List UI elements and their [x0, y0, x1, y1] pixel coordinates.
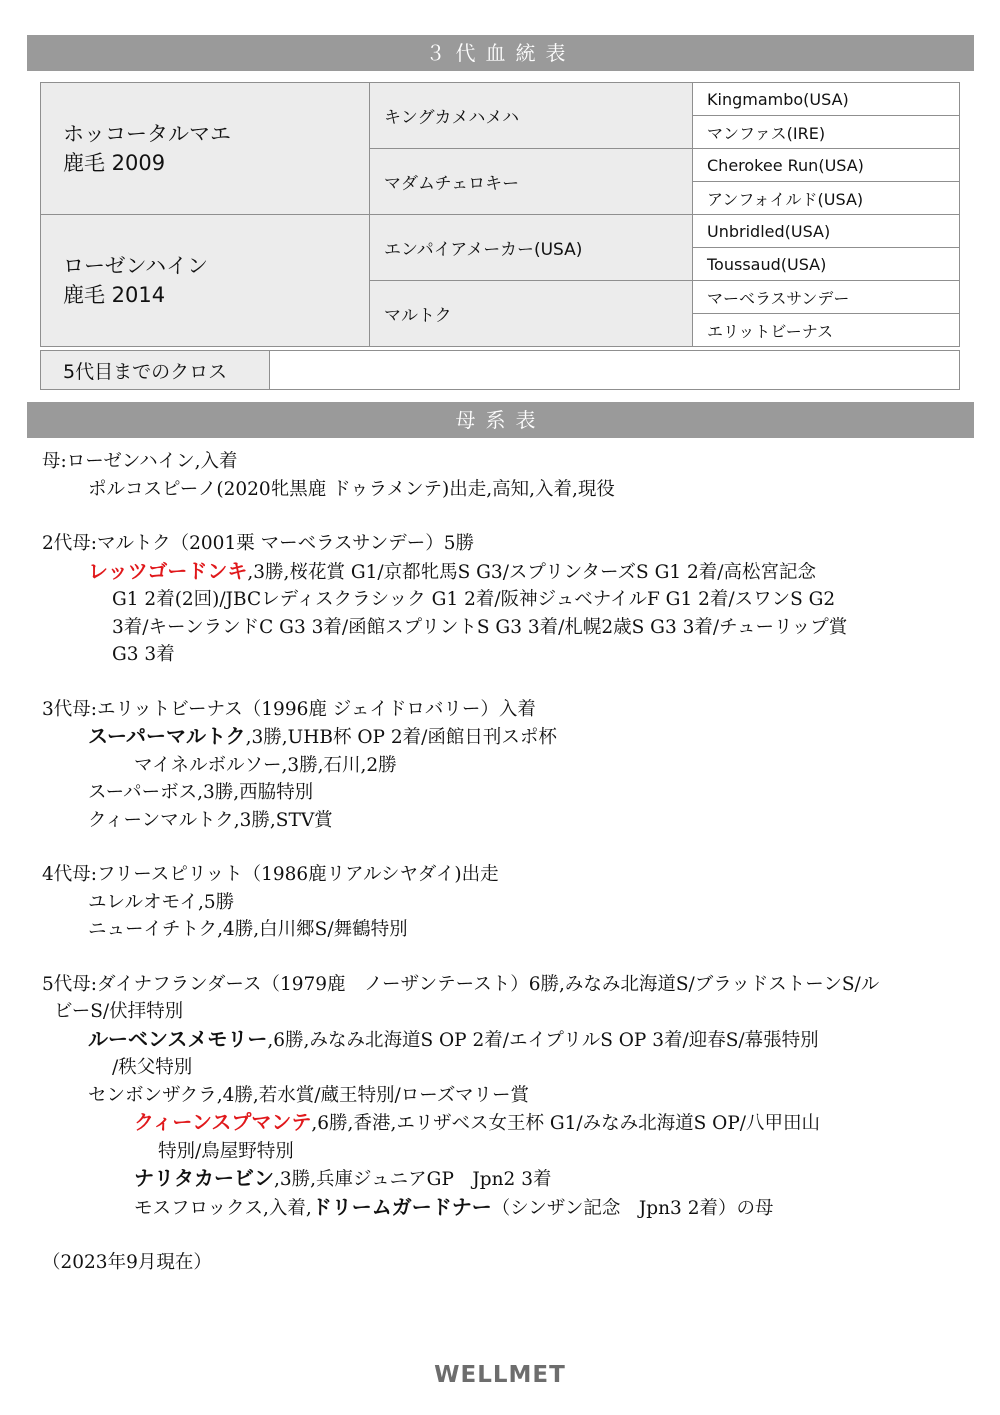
- dam-info: 鹿毛 2014: [63, 282, 166, 307]
- dam-sire: エンパイアメーカー(USA): [370, 215, 693, 281]
- dam-sire-sire: Unbridled(USA): [693, 215, 960, 248]
- cross-label: 5代目までのクロス: [41, 351, 270, 390]
- fifth-dam-line: 5代母:ダイナフランダース（1979鹿 ノーザンテースト）6勝,みなみ北海道S/ブラッドストーンS/ル: [42, 973, 880, 995]
- sire-sire: キングカメハメハ: [370, 83, 693, 149]
- third-dam-line: 3代母:エリットビーナス（1996鹿 ジェイドロバリー）入着: [42, 698, 536, 720]
- offspring-entry: ユレルオモイ,5勝: [88, 891, 235, 913]
- fifth-dam-line-cont: ビーS/伏拝特別: [54, 1001, 184, 1022]
- horse-name-bold: ルーベンスメモリー: [88, 1026, 268, 1051]
- wellmet-logo: WELLMET: [434, 1362, 566, 1388]
- dam-dam-dam: エリットビーナス: [693, 314, 960, 347]
- dam-offspring-line: ポルコスピーノ(2020牝黒鹿 ドゥラメンテ)出走,高知,入着,現役: [88, 478, 615, 500]
- sire-dam-dam: アンフォイルド(USA): [693, 182, 960, 215]
- pedigree-header: ３代血統表: [27, 35, 974, 71]
- sire-sire-dam: マンファス(IRE): [693, 116, 960, 149]
- sire-cell: [41, 83, 370, 215]
- offspring-entry: クィーンマルトク,3勝,STV賞: [88, 809, 333, 831]
- offspring-entry: [42, 723, 972, 752]
- sire-sire-sire: Kingmambo(USA): [693, 83, 960, 116]
- sire-dam-sire: Cherokee Run(USA): [693, 149, 960, 182]
- horse-name-bold: スーパーマルトク: [88, 724, 246, 748]
- cross-value: [270, 351, 960, 390]
- race-record: ,3勝,桜花賞 G1/京都牝馬S G3/スプリンターズS G1 2着/高松宮記念: [247, 561, 817, 583]
- race-record-cont: 3着/キーンランドC G3 3着/函館スプリントS G3 3着/札幌2歳S G3 3着/チューリップ賞: [112, 616, 848, 638]
- race-record: ,6勝,みなみ北海道S OP 2着/エイプリルS OP 3着/迎春S/幕張特別: [267, 1029, 819, 1051]
- race-record-cont: G1 2着(2回)/JBCレディスクラシック G1 2着/阪神ジュベナイルF G1 2着/スワンS G2: [112, 589, 836, 610]
- race-record: ,6勝,香港,エリザベス女王杯 G1/みなみ北海道S OP/八甲田山: [311, 1113, 821, 1134]
- offspring-entry: ニューイチトク,4勝,白川郷S/舞鶴特別: [88, 919, 408, 940]
- family-header: 母系表: [27, 402, 974, 438]
- dam-cell: [41, 215, 370, 347]
- dam-dam: マルトク: [370, 281, 693, 347]
- offspring-entry: マイネルボルソー,3勝,石川,2勝: [134, 754, 397, 776]
- horse-name-bold: ドリームガードナー: [311, 1194, 492, 1219]
- offspring-entry: [42, 1026, 972, 1055]
- offspring-entry: [42, 1194, 972, 1223]
- offspring-text: モスフロックス,入着,: [134, 1197, 312, 1219]
- fourth-dam-line: 4代母:フリースピリット（1986鹿リアルシヤダイ)出走: [42, 864, 499, 885]
- offspring-entry: センボンザクラ,4勝,若水賞/蔵王特別/ローズマリー賞: [88, 1084, 529, 1106]
- sire-name: ホッコータルマエ: [63, 121, 231, 146]
- family-table: [42, 448, 972, 1277]
- cross-table: [40, 350, 960, 390]
- dam-dam-sire: マーベラスサンデー: [693, 281, 960, 314]
- dam-name: ローゼンハイン: [63, 253, 209, 278]
- offspring-entry: スーパーボス,3勝,西脇特別: [88, 782, 314, 803]
- dam-line: 母:ローゼンハイン,入着: [42, 451, 238, 472]
- race-record-cont: /秩父特別: [112, 1057, 193, 1078]
- horse-name-highlight: クィーンスプマンテ: [134, 1110, 312, 1134]
- race-record-cont: G3 3着: [112, 644, 175, 665]
- race-record: （シンザン記念 Jpn3 2着）の母: [491, 1197, 774, 1219]
- horse-name-bold: ナリタカービン: [134, 1166, 274, 1190]
- sire-dam: マダムチェロキー: [370, 149, 693, 215]
- offspring-entry: [42, 1165, 972, 1194]
- sire-info: 鹿毛 2009: [63, 150, 166, 175]
- date-note: （2023年9月現在）: [42, 1252, 212, 1273]
- offspring-entry: [42, 558, 972, 587]
- offspring-entry: [42, 1109, 972, 1138]
- horse-name-highlight: レッツゴードンキ: [88, 558, 248, 583]
- race-record: ,3勝,UHB杯 OP 2着/函館日刊スポ杯: [245, 727, 557, 748]
- second-dam-line: 2代母:マルトク（2001栗 マーベラスサンデー）5勝: [42, 533, 475, 554]
- race-record-cont: 特別/鳥屋野特別: [158, 1140, 294, 1162]
- pedigree-table: [40, 82, 960, 347]
- race-record: ,3勝,兵庫ジュニアGP Jpn2 3着: [274, 1169, 552, 1190]
- dam-sire-dam: Toussaud(USA): [693, 248, 960, 281]
